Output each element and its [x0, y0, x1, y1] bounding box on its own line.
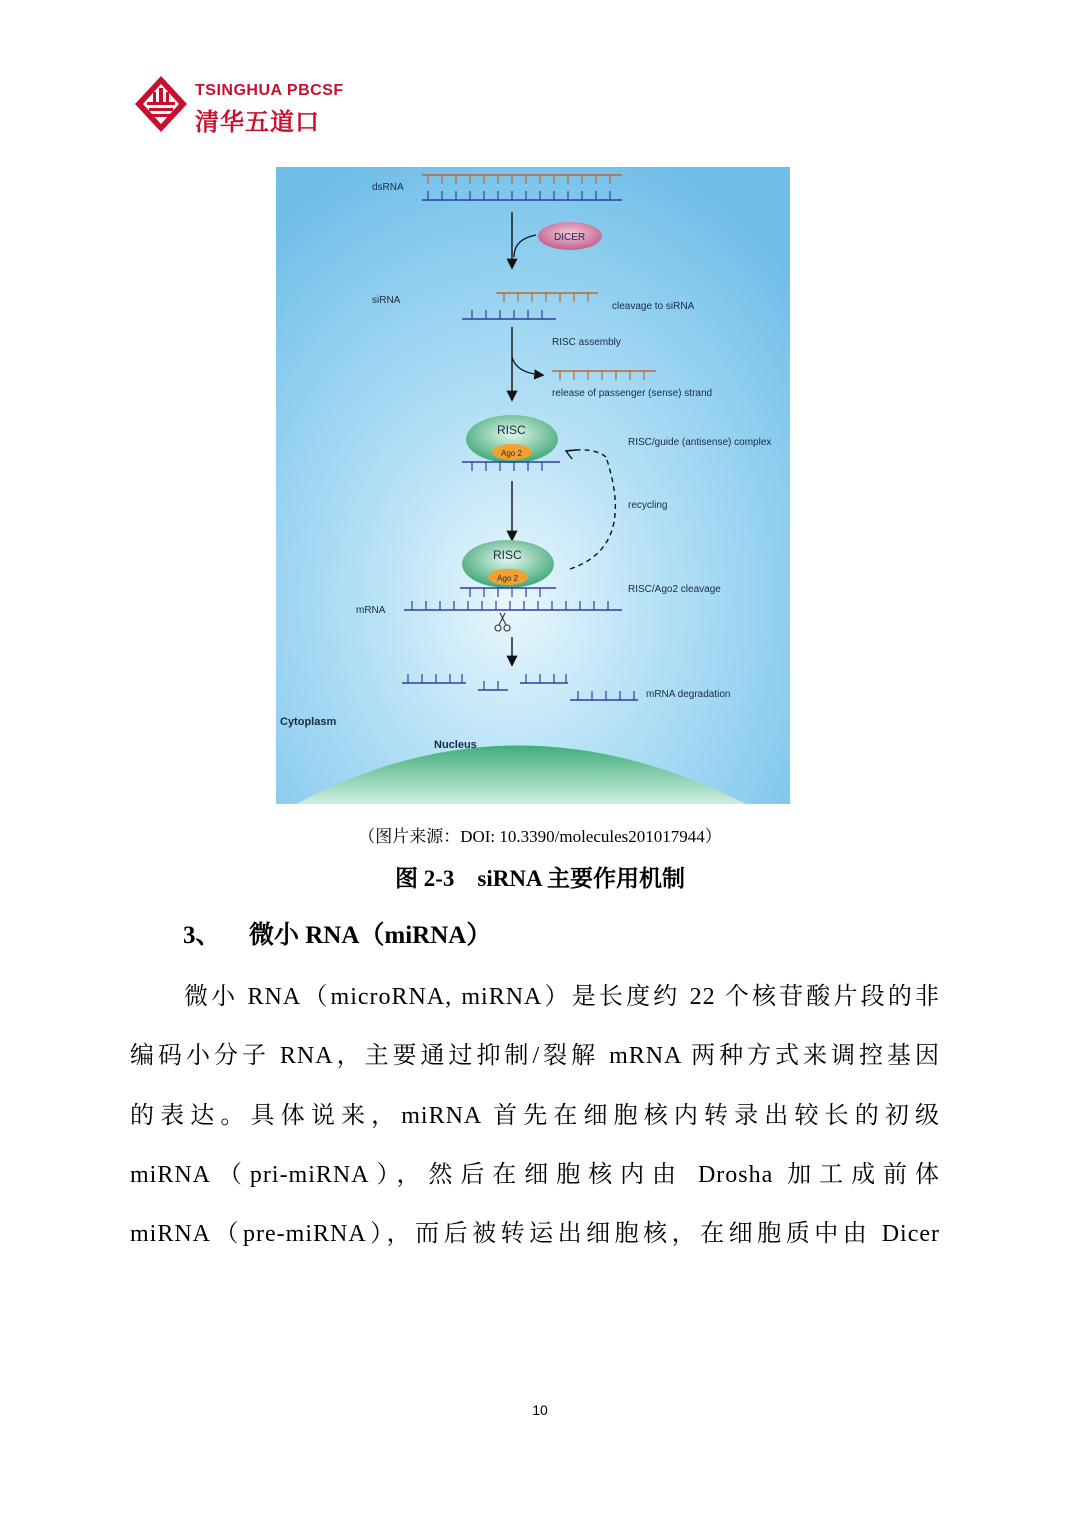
- logo-mark-icon: [133, 74, 189, 134]
- label-risc-ago2-cleavage: RISC/Ago2 cleavage: [628, 584, 721, 595]
- figure-caption: 图 2-3 siRNA 主要作用机制: [394, 866, 686, 891]
- paragraph-line: miRNA（pre-miRNA），而后被转运出细胞核，在细胞质中由 Dicer: [130, 1221, 940, 1247]
- label-ago2-1: Ago 2: [501, 449, 522, 458]
- page-number: 10: [532, 1402, 548, 1418]
- label-release-passenger: release of passenger (sense) strand: [552, 388, 713, 399]
- label-recycling: recycling: [628, 500, 668, 511]
- label-cleavage-to-sirna: cleavage to siRNA: [612, 301, 695, 312]
- label-risc-1: RISC: [497, 423, 526, 437]
- paragraph-line: miRNA（pri-miRNA），然后在细胞核内由 Drosha 加工成前体: [130, 1162, 940, 1188]
- logo-english-text: TSINGHUA PBCSF: [195, 82, 344, 99]
- label-risc-2: RISC: [493, 548, 522, 562]
- label-mrna: mRNA: [356, 605, 386, 616]
- figure-diagram: [276, 167, 790, 804]
- section-title: 微小 RNA（miRNA）: [249, 922, 492, 949]
- section-heading: [183, 915, 491, 951]
- label-risc-guide-complex: RISC/guide (antisense) complex: [628, 437, 772, 448]
- sirna-mechanism-figure: [276, 167, 790, 804]
- label-dsrna: dsRNA: [372, 182, 404, 193]
- tsinghua-pbcsf-logo: [133, 74, 373, 136]
- figure-source: （图片来源：DOI: 10.3390/molecules201017944）: [358, 827, 722, 846]
- label-cytoplasm: Cytoplasm: [280, 716, 337, 728]
- label-nucleus: Nucleus: [434, 739, 477, 751]
- label-risc-assembly: RISC assembly: [552, 337, 621, 348]
- label-dicer: DICER: [554, 232, 586, 243]
- label-mrna-degradation: mRNA degradation: [646, 689, 731, 700]
- label-ago2-2: Ago 2: [497, 574, 518, 583]
- paragraph-line: 编码小分子 RNA，主要通过抑制/裂解 mRNA 两种方式来调控基因: [130, 1043, 940, 1069]
- logo-chinese-text: 清华五道口: [195, 108, 320, 136]
- paragraph-line: 的表达。具体说来，miRNA 首先在细胞核内转录出较长的初级: [130, 1103, 940, 1129]
- label-sirna: siRNA: [372, 295, 401, 306]
- paragraph-line: 微小 RNA（microRNA, miRNA）是长度约 22 个核苷酸片段的非: [184, 984, 940, 1010]
- section-number: 3、: [183, 922, 221, 949]
